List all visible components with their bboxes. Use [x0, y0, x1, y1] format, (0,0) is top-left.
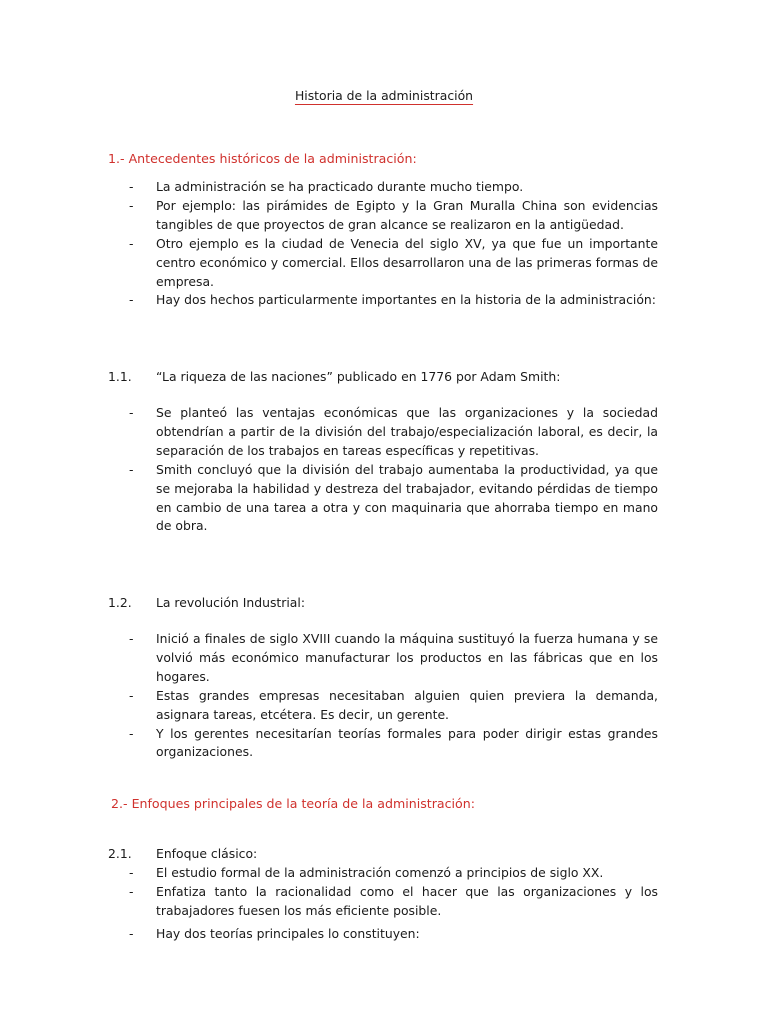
section-1-heading: 1.- Antecedentes históricos de la administración:: [108, 151, 417, 166]
bullet-dash: -: [129, 725, 134, 741]
list-item: [108, 725, 658, 763]
list-item: [108, 197, 658, 235]
list-item: [108, 178, 658, 197]
subsection-title: Enfoque clásico:: [156, 846, 258, 861]
subsection-2-1-list: [108, 864, 658, 944]
subsection-1-2-list: [108, 630, 658, 762]
subsection-title: “La riqueza de las naciones” publicado en 1776 por Adam Smith:: [156, 369, 561, 384]
document-title-text: Historia de la administración: [294, 88, 474, 103]
section-2-heading: 2.- Enfoques principales de la teoría de la administración:: [111, 796, 475, 811]
list-item-text: Enfatiza tanto la racionalidad como el hacer que las organizaciones y los trabajadores fuesen los más eficiente posible.: [156, 883, 658, 918]
document-title: [0, 87, 768, 105]
subsection-1-1-heading: [108, 368, 560, 386]
bullet-dash: -: [129, 235, 134, 251]
list-item-text: Se planteó las ventajas económicas que las organizaciones y la sociedad obtendrían a partir de la división del trabajo/especialización laboral, es decir, la separación de los trabajos en tareas específicas y repetitivas.: [156, 405, 658, 458]
list-item-text: Hay dos teorías principales lo constituyen:: [156, 925, 420, 941]
bullet-dash: -: [129, 687, 134, 703]
list-item-text: Inició a finales de siglo XVIII cuando la máquina sustituyó la fuerza humana y se volvió más económico manufacturar los productos en las fábricas que en los hogares.: [156, 631, 658, 684]
subsection-2-1-heading: [108, 845, 257, 863]
list-item: [108, 687, 658, 725]
list-item: [108, 291, 658, 310]
subsection-title: La revolución Industrial:: [156, 595, 306, 610]
subsection-number: 2.1.: [108, 846, 132, 861]
bullet-dash: -: [129, 179, 134, 194]
list-item-text: La administración se ha practicado durante mucho tiempo.: [156, 179, 524, 194]
list-item-text: Estas grandes empresas necesitaban alguien quien previera la demanda, asignara tareas, etcétera. Es decir, un gerente.: [156, 687, 658, 722]
subsection-number: 1.1.: [108, 369, 132, 384]
list-item: [108, 925, 658, 944]
list-item: [108, 883, 658, 921]
subsection-number: 1.2.: [108, 595, 132, 610]
list-item-text: Y los gerentes necesitarían teorías formales para poder dirigir estas grandes organizaciones.: [156, 725, 658, 760]
list-item-text: Hay dos hechos particularmente importantes en la historia de la administración:: [156, 292, 656, 308]
list-item-text: Por ejemplo: las pirámides de Egipto y la Gran Muralla China son evidencias tangibles de que proyectos de gran alcance se realizaron en la antigüedad.: [156, 197, 658, 232]
list-item-text: Otro ejemplo es la ciudad de Venecia del siglo XV, ya que fue un importante centro económico y comercial. Ellos desarrollaron una de las primeras formas de empresa.: [156, 235, 658, 289]
list-item-text: El estudio formal de la administración comenzó a principios de siglo XX.: [156, 865, 604, 880]
bullet-dash: -: [129, 461, 134, 477]
bullet-dash: -: [129, 631, 134, 646]
list-item-text: Smith concluyó que la división del trabajo aumentaba la productividad, ya que se mejoraba la habilidad y destreza del trabajador, evitando pérdidas de tiempo en cambio de una tarea a otra y con maquinaria que ahorraba tiempo en mano de obra.: [156, 461, 658, 534]
list-item: [108, 461, 658, 537]
list-item: [108, 864, 658, 883]
section-1-list: [108, 178, 658, 310]
subsection-1-2-heading: [108, 594, 305, 612]
bullet-dash: -: [129, 883, 134, 899]
subsection-1-1-list: [108, 404, 658, 536]
list-item: [108, 235, 658, 292]
list-item: [108, 404, 658, 461]
list-item: [108, 630, 658, 687]
bullet-dash: -: [129, 925, 134, 941]
bullet-dash: -: [129, 292, 134, 308]
bullet-dash: -: [129, 865, 134, 880]
bullet-dash: -: [129, 197, 134, 213]
bullet-dash: -: [129, 405, 134, 420]
